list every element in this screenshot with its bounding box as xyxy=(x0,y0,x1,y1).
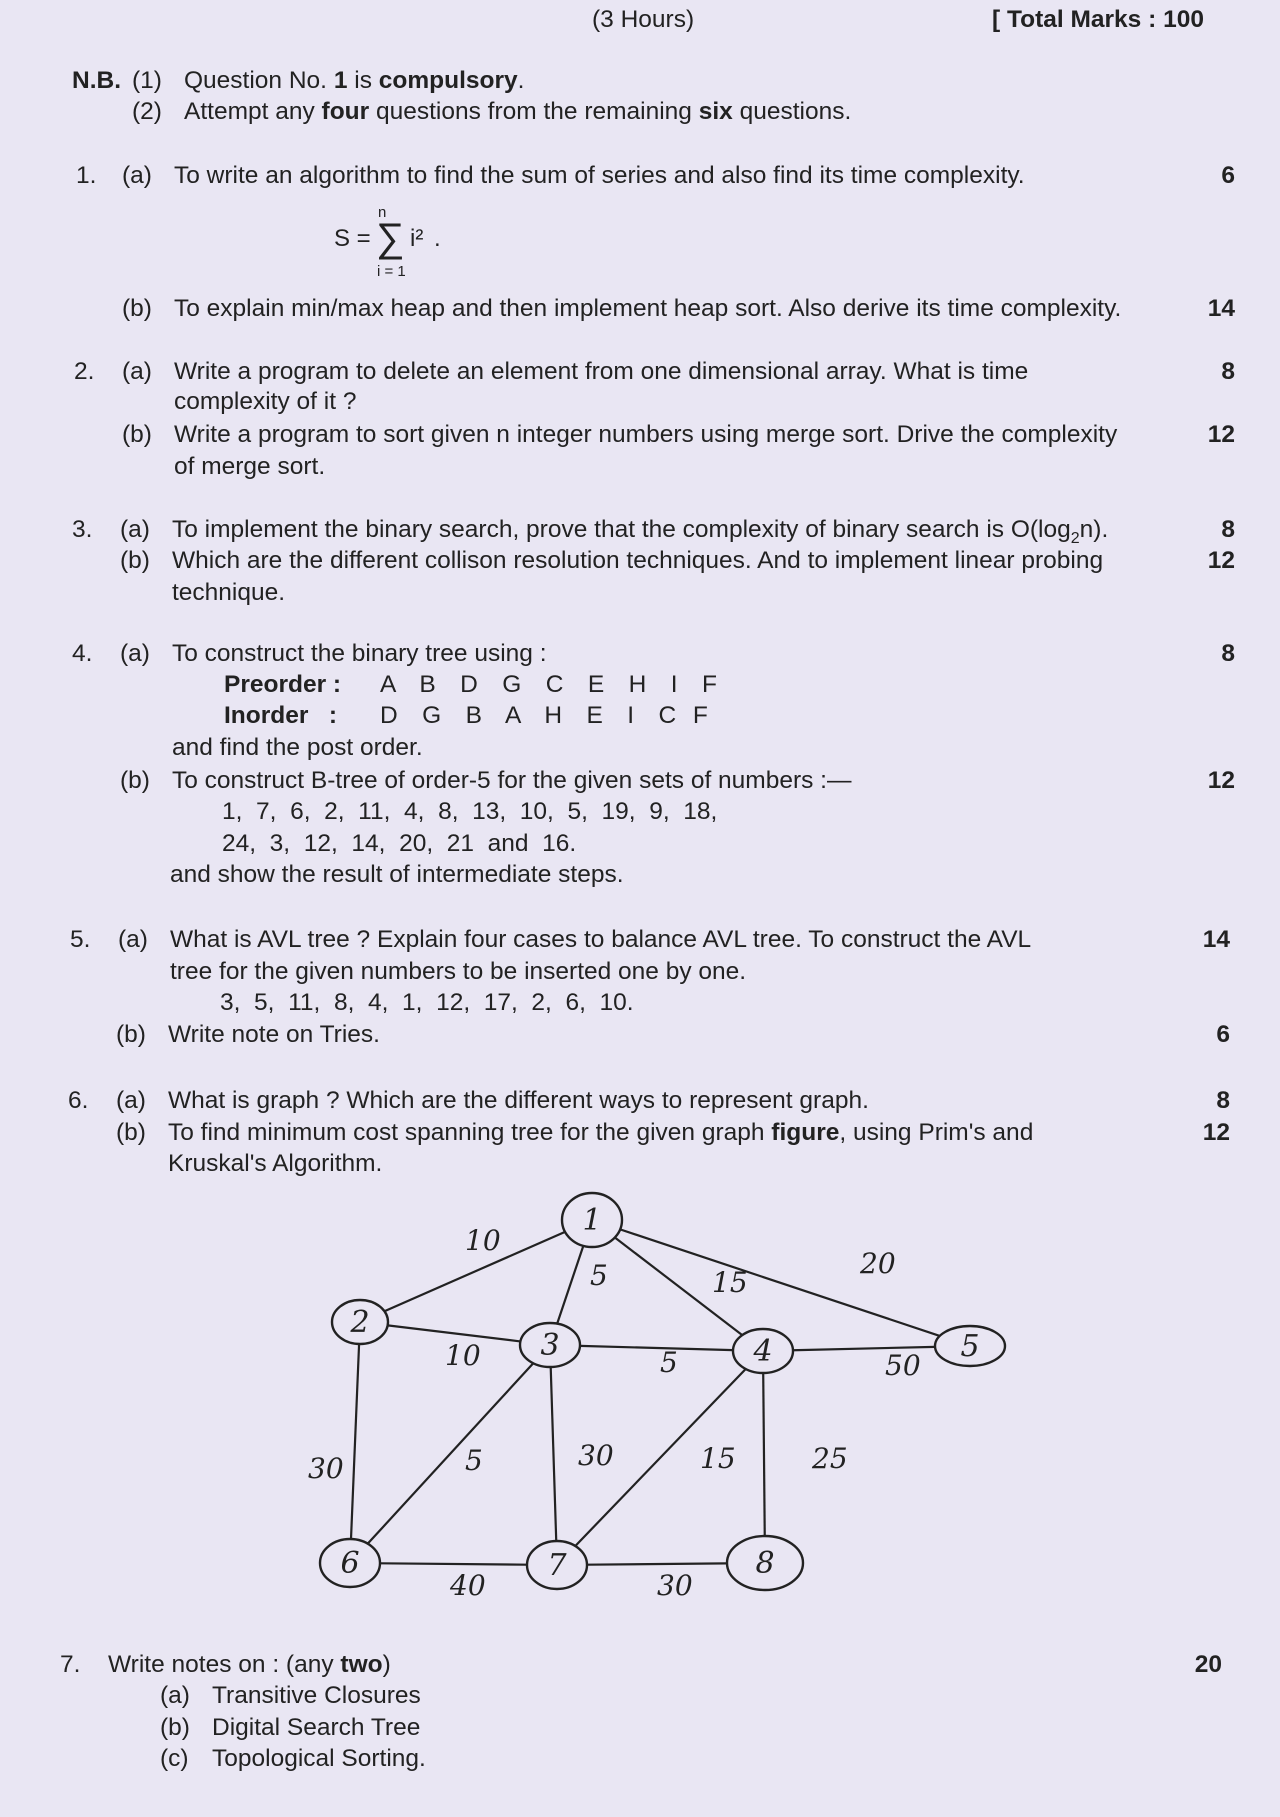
graph-edge-weight-1-4: 15 xyxy=(712,1266,748,1299)
q6b-label: (b) xyxy=(116,1119,146,1146)
q2b-marks: 12 xyxy=(1207,421,1235,448)
svg-text:5: 5 xyxy=(960,1329,980,1364)
q5b-marks: 6 xyxy=(1216,1021,1230,1048)
q3b-line-2: technique. xyxy=(172,579,286,606)
q1b-marks: 14 xyxy=(1207,295,1235,322)
graph-edge-weight-3-6: 5 xyxy=(465,1444,483,1477)
nb-line-1: Question No. 1 is compulsory. xyxy=(184,67,525,94)
graph-edge-weight-2-3: 10 xyxy=(445,1339,481,1372)
q4a-label: (a) xyxy=(120,640,150,667)
graph-node-8 xyxy=(727,1536,803,1590)
q7-marks: 20 xyxy=(1194,1651,1222,1678)
q6b-marks: 12 xyxy=(1202,1119,1230,1146)
q2b-line-1: Write a program to sort given n integer numbers using merge sort. Drive the complexity xyxy=(174,421,1118,448)
q2a-label: (a) xyxy=(122,358,152,385)
graph-edge-weight-1-2: 10 xyxy=(465,1224,501,1257)
q5a-line-3: 3, 5, 11, 8, 4, 1, 12, 17, 2, 6, 10. xyxy=(220,989,634,1016)
q6a-marks: 8 xyxy=(1216,1087,1230,1114)
graph-edge-weight-4-5: 50 xyxy=(885,1349,921,1382)
q3-number: 3. xyxy=(72,516,93,543)
q7-item-a-text: Transitive Closures xyxy=(212,1682,421,1709)
q4b-line-3: 24, 3, 12, 14, 20, 21 and 16. xyxy=(222,830,577,857)
q5-number: 5. xyxy=(70,926,91,953)
q4b-marks: 12 xyxy=(1207,767,1235,794)
graph-edge-2-6 xyxy=(351,1344,359,1539)
graph-edge-weight-1-3: 5 xyxy=(590,1259,608,1292)
preorder-label: Preorder : xyxy=(224,671,342,698)
q6a-label: (a) xyxy=(116,1087,146,1114)
duration: (3 Hours) xyxy=(592,6,695,33)
q1a-label: (a) xyxy=(122,162,152,189)
q5a-line-2: tree for the given numbers to be inserted one by one. xyxy=(170,958,747,985)
q3a-text: To implement the binary search, prove that the complexity of binary search is $O(\log_2n)$. xyxy=(172,516,1109,547)
nb-number-2: (2) xyxy=(132,98,162,125)
q6-number: 6. xyxy=(68,1087,89,1114)
q4a-marks: 8 xyxy=(1221,640,1235,667)
svg-text:2: 2 xyxy=(350,1305,370,1340)
graph-edge-7-8 xyxy=(587,1563,727,1564)
graph-edge-weight-4-8: 25 xyxy=(812,1442,848,1475)
q7-item-c-label: (c) xyxy=(160,1745,189,1772)
svg-text:8: 8 xyxy=(755,1546,775,1581)
q7-item-b-label: (b) xyxy=(160,1714,190,1741)
q2a-line-2: complexity of it ? xyxy=(174,388,357,415)
graph-edge-4-8 xyxy=(763,1373,765,1536)
q6a-text: What is graph ? Which are the different ways to represent graph. xyxy=(168,1087,869,1114)
preorder-sequence: A B D G C E H I F xyxy=(380,671,718,698)
svg-text:6: 6 xyxy=(340,1546,360,1581)
q7-number: 7. xyxy=(60,1651,81,1678)
inorder-label: Inorder : xyxy=(224,702,337,729)
q7-item-c-text: Topological Sorting. xyxy=(212,1745,426,1772)
graph-edge-weight-2-6: 30 xyxy=(308,1452,344,1485)
graph-edge-1-3 xyxy=(557,1246,583,1324)
svg-text:3: 3 xyxy=(540,1328,560,1363)
graph-edge-3-7 xyxy=(551,1367,557,1541)
q2a-marks: 8 xyxy=(1221,358,1235,385)
q7-item-b-text: Digital Search Tree xyxy=(212,1714,421,1741)
graph-edge-weight-1-5: 20 xyxy=(860,1247,896,1280)
graph-edge-3-4 xyxy=(580,1346,733,1350)
graph-node-2 xyxy=(332,1300,388,1344)
q5a-marks: 14 xyxy=(1202,926,1230,953)
nb-label: N.B. xyxy=(72,67,121,94)
q4-number: 4. xyxy=(72,640,93,667)
graph-node-3 xyxy=(520,1323,580,1367)
graph-edge-3-6 xyxy=(368,1363,534,1543)
q1b-text: To explain min/max heap and then implement heap sort. Also derive its time complexity. xyxy=(174,295,1122,322)
q4a-line-1: To construct the binary tree using : xyxy=(172,640,547,667)
graph-edge-1-5 xyxy=(620,1229,940,1336)
graph-edge-weight-4-7: 15 xyxy=(700,1442,736,1475)
q5b-label: (b) xyxy=(116,1021,146,1048)
q2-number: 2. xyxy=(74,358,95,385)
graph-edge-weight-6-7: 40 xyxy=(450,1569,486,1600)
q7-item-a-label: (a) xyxy=(160,1682,190,1709)
q4b-line-1: To construct B-tree of order-5 for the given sets of numbers :— xyxy=(172,767,852,794)
q2a-line-1: Write a program to delete an element from one dimensional array. What is time xyxy=(174,358,1029,385)
q1a-text: To write an algorithm to find the sum of series and also find its time complexity. xyxy=(174,162,1025,189)
inorder-sequence: D G B A H E I C F xyxy=(380,702,709,729)
nb-number-1: (1) xyxy=(132,67,162,94)
q6b-line-1: To find minimum cost spanning tree for the given graph figure, using Prim's and xyxy=(168,1119,1034,1146)
q3b-marks: 12 xyxy=(1207,547,1235,574)
q5a-label: (a) xyxy=(118,926,148,953)
q2b-line-2: of merge sort. xyxy=(174,453,326,480)
q7-text: Write notes on : (any two) xyxy=(108,1651,391,1678)
q1b-label: (b) xyxy=(122,295,152,322)
q1-number: 1. xyxy=(76,162,97,189)
graph-edge-weight-3-4: 5 xyxy=(660,1346,678,1379)
nb-line-2: Attempt any four questions from the remaining six questions. xyxy=(184,98,852,125)
q4b-line-4: and show the result of intermediate steps. xyxy=(170,861,624,888)
total-marks: [ Total Marks : 100 xyxy=(992,6,1204,33)
exam-page: (3 Hours) [ Total Marks : 100 N.B. (1) Question No. 1 is compulsory. (2) Attempt any four questions from the remaining six questions. 1. (a) To write an algorithm to find the sum of series and also find its time complexity. 6 S = n ∑ i = 1 i² . (b) To explain min/max heap and then implement heap sort. Also derive its time complexity. 14 2. (a) Write a program to delete an element from one dimensional array. What is time complexity of it ? 8 (b) Write a program to sort given n integer numbers using merge sort. Drive the complexity of merge sort. 12 3. (a) To implement the binary search, prove that the complexity of binary search is $O(\log_2n)$. 8 (b) Which are the different collison resolution techniques. And to implement linear probing technique. 12 4. (a) To construct the binary tree using : 8 Preorder : A B D G C E H I F Inorder : D G B A H E I C F and find the post order. (b) To construct B-tree of order-5 for the given sets of numbers :— 12 1, 7, 6, 2, 11, 4, 8, 13, 10, 5, 19, 9, 18, 24, 3, 12, 14, 20, 21 and 16. and show the result of intermediate steps. 5. (a) What is AVL tree ? Explain four cases to balance AVL tree. To construct the AVL tree for the given numbers to be inserted one by one. 3, 5, 11, 8, 4, 1, 12, 17, 2, 6, 10. 14 (b) Write note on Tries. 6 6. (a) What is graph ? Which are the different ways to represent graph. 8 (b) To find minimum cost spanning tree for the given graph figure, using Prim's and Kruskal's Algorithm. 12 10 5 15 20 10 5 50 30 5 30 15 25 40 30 1 2 3 4 5 6 7 8 7. Write notes on : (any two) 20 (a) Transitive Closures (b) Digital Search Tree (c) Topological Sorting. xyxy=(60,6,1235,1772)
q3b-line-1: Which are the different collison resolution techniques. And to implement linear probing xyxy=(172,547,1104,574)
graph-edge-weight-3-7: 30 xyxy=(578,1439,614,1472)
graph-node-1 xyxy=(562,1193,622,1247)
graph-node-4 xyxy=(733,1329,793,1373)
graph-edge-weight-7-8: 30 xyxy=(657,1569,693,1600)
graph-node-7 xyxy=(527,1541,587,1589)
q3a-marks: 8 xyxy=(1221,516,1235,543)
q3b-label: (b) xyxy=(120,547,150,574)
q1a-marks: 6 xyxy=(1221,162,1235,189)
q4a-line-4: and find the post order. xyxy=(172,734,423,761)
q2b-label: (b) xyxy=(122,421,152,448)
q4b-label: (b) xyxy=(120,767,150,794)
q3a-label: (a) xyxy=(120,516,150,543)
graph-edge-6-7 xyxy=(380,1563,527,1564)
q4b-line-2: 1, 7, 6, 2, 11, 4, 8, 13, 10, 5, 19, 9, 18, xyxy=(222,798,718,825)
svg-text:4: 4 xyxy=(753,1334,773,1369)
q6b-line-2: Kruskal's Algorithm. xyxy=(168,1150,383,1177)
q5a-line-1: What is AVL tree ? Explain four cases to balance AVL tree. To construct the AVL xyxy=(170,926,1032,953)
graph-figure xyxy=(270,1180,1030,1600)
graph-node-5 xyxy=(935,1326,1005,1366)
q5b-text: Write note on Tries. xyxy=(168,1021,380,1048)
svg-text:1: 1 xyxy=(582,1203,602,1238)
graph-node-6 xyxy=(320,1539,380,1587)
svg-text:7: 7 xyxy=(547,1548,567,1583)
